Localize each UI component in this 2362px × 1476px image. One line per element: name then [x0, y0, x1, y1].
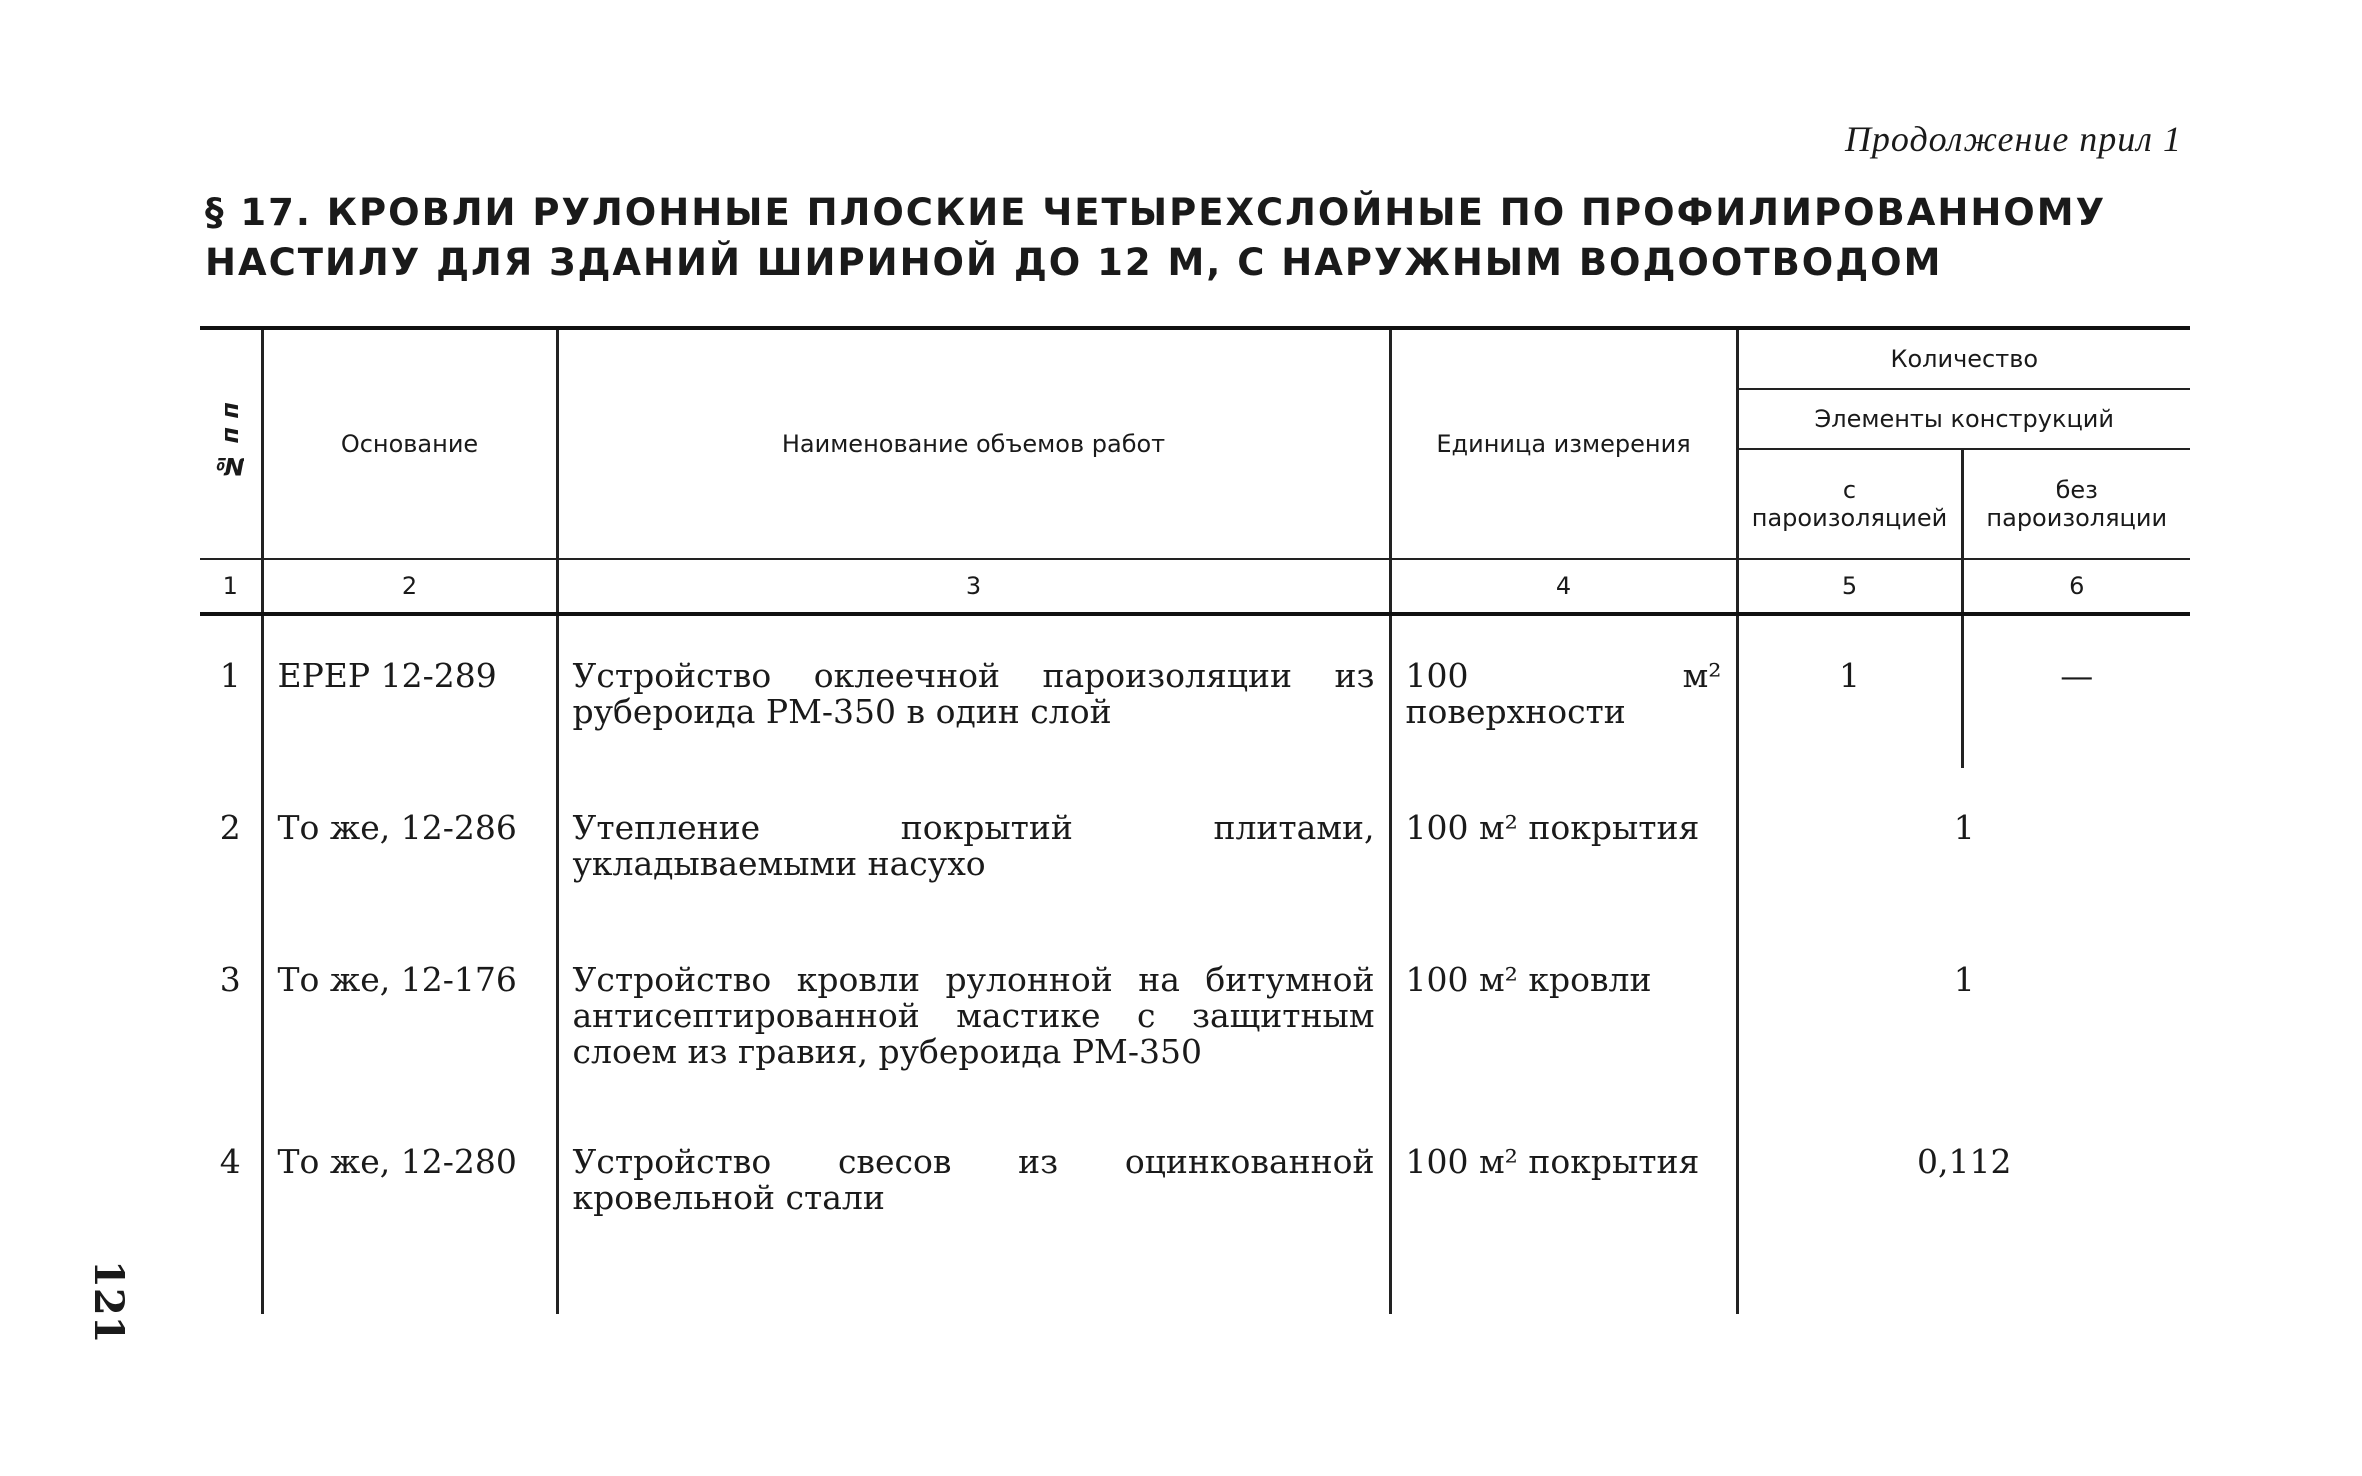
row-num: 2	[219, 808, 241, 847]
table-row	[200, 1102, 2190, 1314]
row-num: 1	[219, 656, 241, 695]
col-number-6: 6	[1962, 559, 2190, 614]
row-quantity: 1	[1737, 920, 2190, 1102]
col-header-num	[200, 328, 262, 559]
continuation-label: Продолжение прил 1	[1844, 119, 2182, 159]
col-header-with-vapor: с пароизоляцией	[1737, 449, 1962, 559]
row-basis: То же, 12-280	[262, 1102, 557, 1314]
row-quantity: 0,112	[1737, 1102, 2190, 1314]
col-number-4: 4	[1390, 559, 1737, 614]
row-name: Утепление покрытий плитами, укладываемыми насухо	[557, 768, 1390, 920]
row-basis: То же, 12-286	[262, 768, 557, 920]
section-title: § 17. КРОВЛИ РУЛОННЫЕ ПЛОСКИЕ ЧЕТЫРЕХСЛОЙНЫЕ ПО ПРОФИЛИРОВАННОМУ НАСТИЛУ ДЛЯ ЗДАНИЙ ШИРИНОЙ ДО 12 М, С НАРУЖНЫМ ВОДООТВОДОМ	[205, 191, 2107, 284]
col-header-quantity: Количество	[1737, 328, 2190, 389]
table-row	[200, 920, 2190, 1102]
col-header-num-label: № п п	[216, 402, 245, 480]
row-name: Устройство свесов из оцинкованной кровельной стали	[557, 1102, 1390, 1314]
row-num: 3	[219, 960, 241, 999]
row-with-vapor: 1	[1737, 614, 1962, 768]
col-header-basis: Основание	[262, 328, 557, 559]
col-header-unit: Единица измерения	[1390, 328, 1737, 559]
row-unit: 100 м² кровли	[1390, 920, 1737, 1102]
row-quantity: 1	[1737, 768, 2190, 920]
row-without-vapor: —	[2060, 656, 2094, 695]
row-basis: То же, 12-176	[262, 920, 557, 1102]
col-header-elements: Элементы конструкций	[1737, 389, 2190, 449]
row-unit: 100 м² покрытия	[1390, 768, 1737, 920]
row-basis: ЕРЕР 12-289	[262, 614, 557, 768]
row-unit: 100 м² покрытия	[1390, 1102, 1737, 1314]
row-name: Устройство оклеечной пароизоляции из рубероида РМ-350 в один слой	[557, 614, 1390, 768]
col-number-5: 5	[1737, 559, 1962, 614]
row-num: 4	[219, 1142, 241, 1181]
row-name: Устройство кровли рулонной на битумной антисептированной мастике с защитным слоем из гравия, рубероида РМ-350	[557, 920, 1390, 1102]
col-number-3: 3	[557, 559, 1390, 614]
col-number-2: 2	[262, 559, 557, 614]
works-table	[200, 326, 2190, 1314]
col-header-name: Наименование объемов работ	[557, 328, 1390, 559]
page-number: 121	[85, 1260, 132, 1344]
table-row	[200, 614, 2190, 768]
col-header-without-vapor: без пароизоляции	[1962, 449, 2190, 559]
col-number-1: 1	[200, 559, 262, 614]
row-unit: 100 м² поверхности	[1390, 614, 1737, 768]
table-row	[200, 768, 2190, 920]
